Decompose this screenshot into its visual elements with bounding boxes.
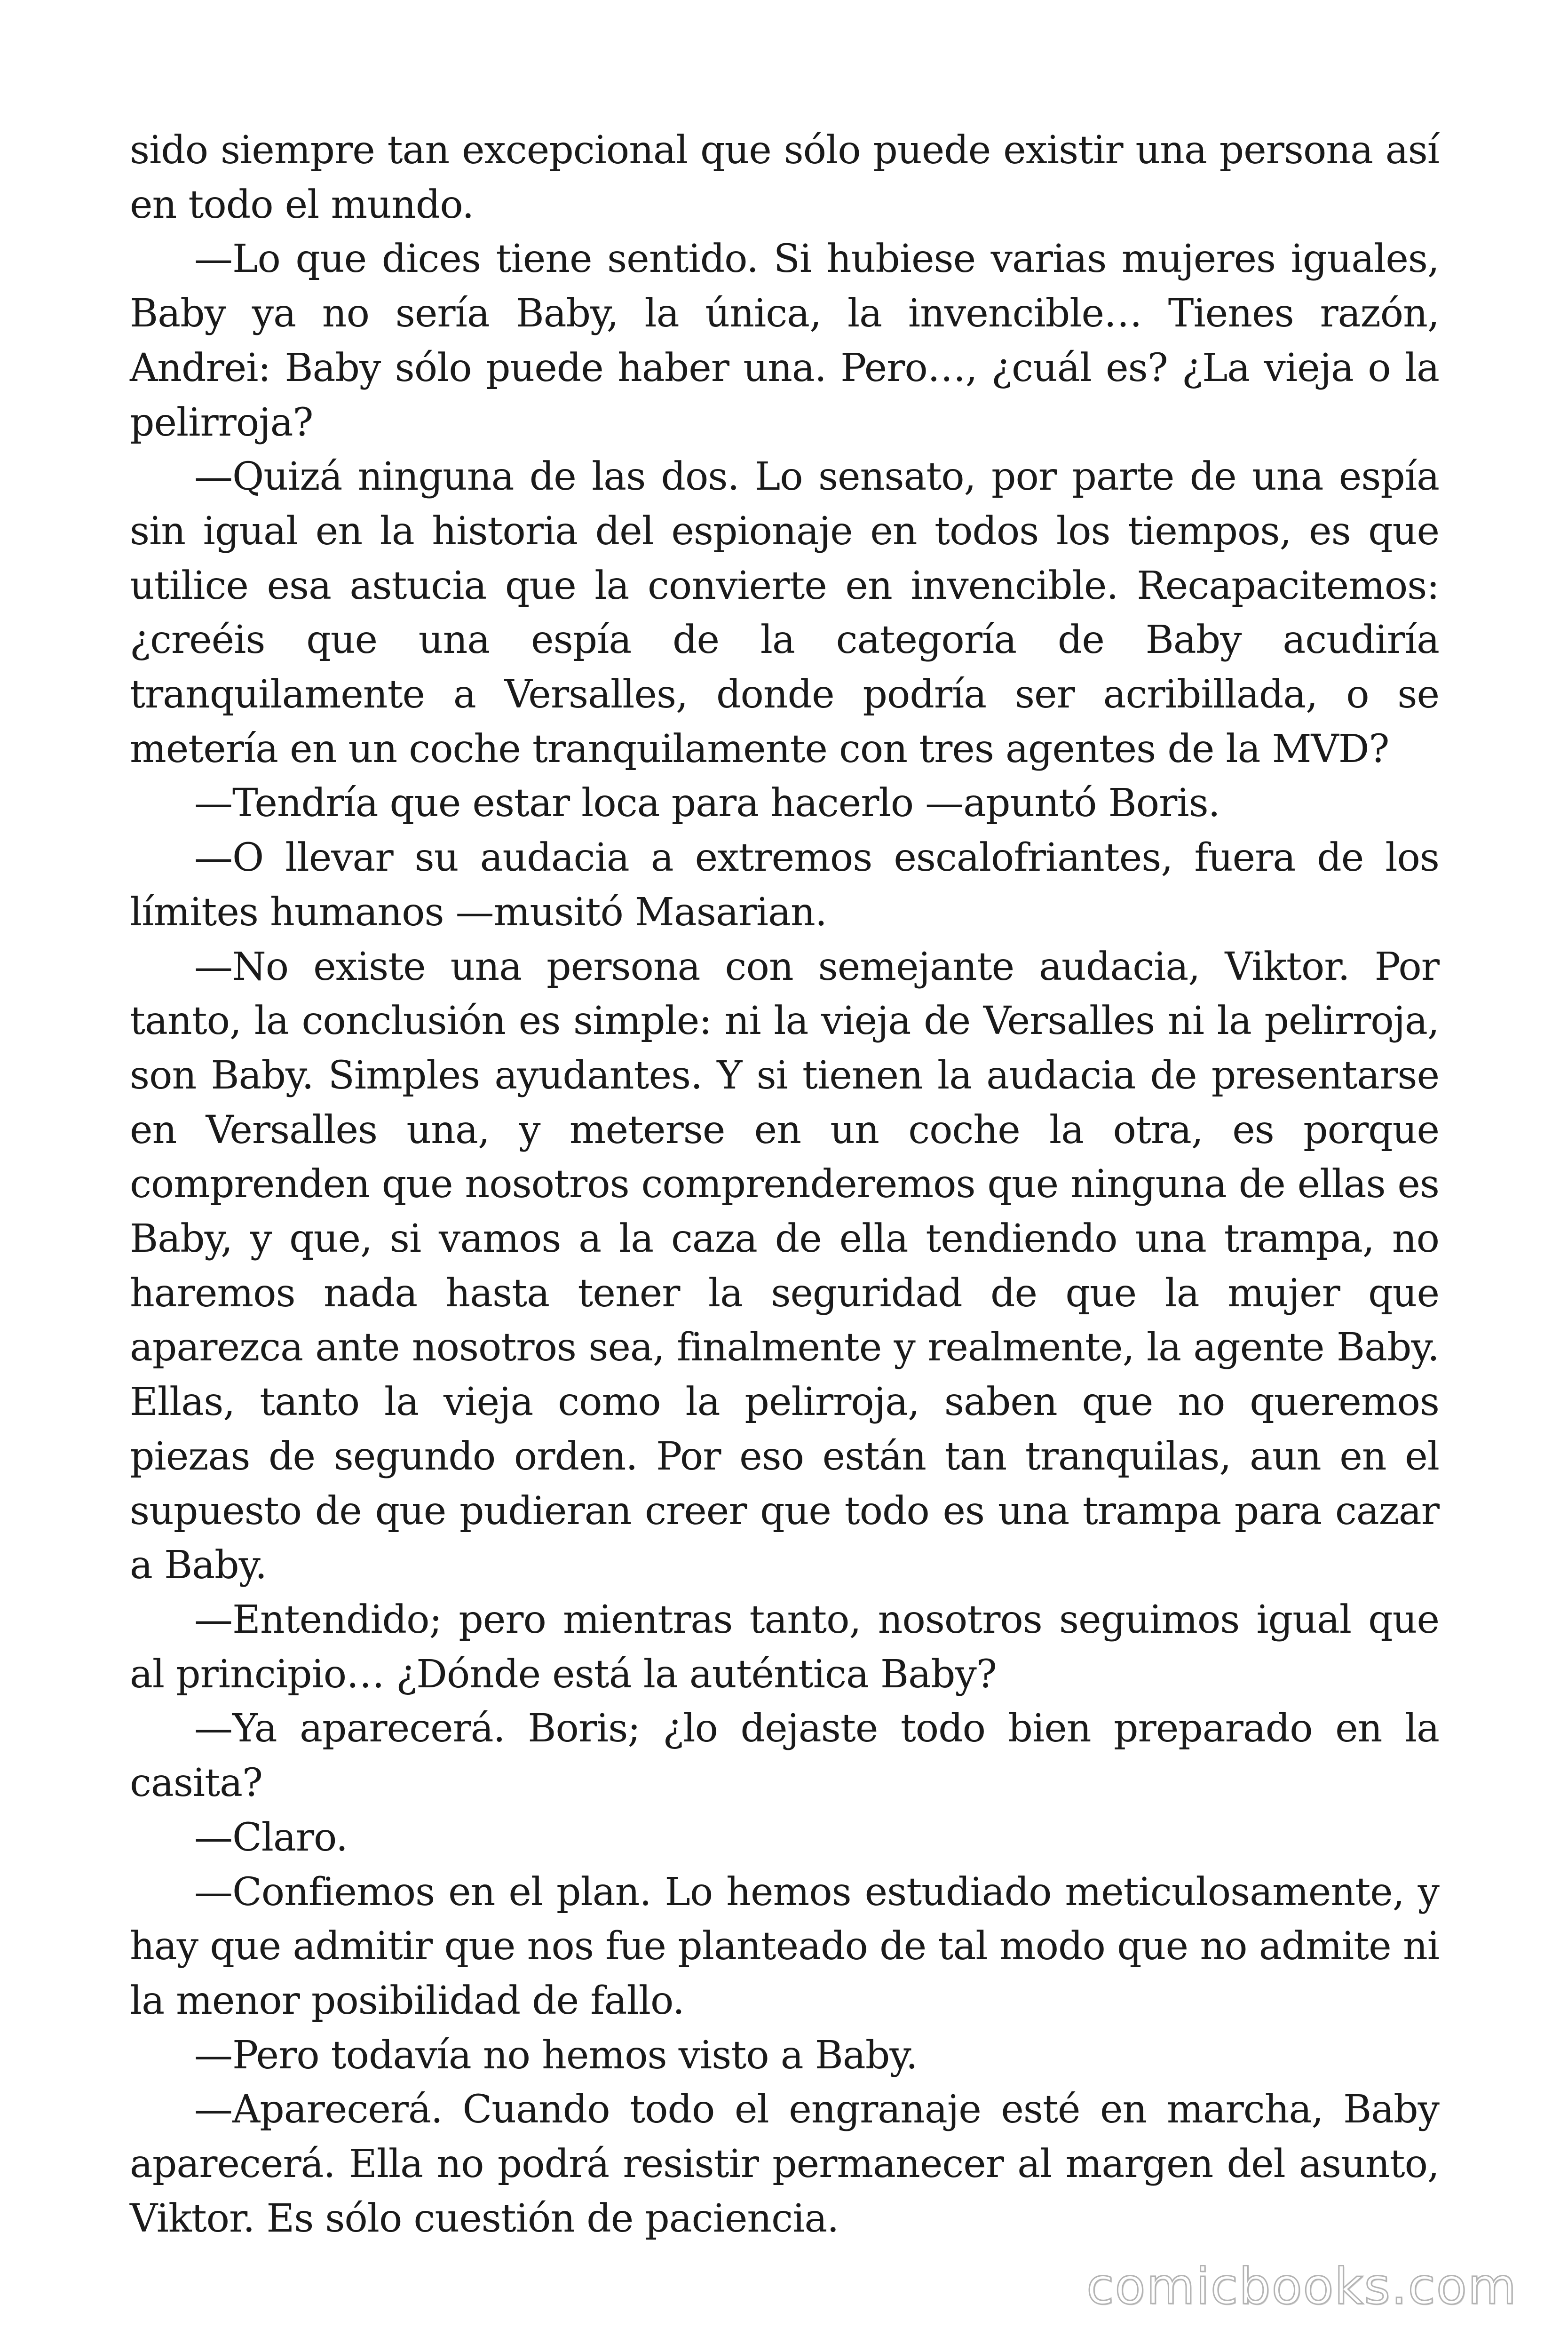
paragraph: —Tendría que estar loca para hacerlo —apuntó Boris. (194, 781, 1220, 826)
paragraph: —Confiemos en el plan. Lo hemos estudiado meticulosamente, y hay que admitir que nos fue planteado de tal modo que no admite ni la menor posibilidad de fallo. (130, 1869, 1439, 2023)
paragraph: —Lo que dices tiene sentido. Si hubiese varias mujeres iguales, Baby ya no sería Baby, la única, la invencible… Tienes razón, Andrei: Baby sólo puede haber una. Pero…, ¿cuál es? ¿La vieja o la pelirroja? (130, 237, 1439, 445)
paragraph: —Quizá ninguna de las dos. Lo sensato, por parte de una espía sin igual en la historia del espionaje en todos los tiempos, es que utilice esa astucia que la convierte en invencible. Recapacitemos: ¿creéis que una espía de la categoría de Baby acudiría tranquilamente a Versalles, donde podría ser acribillada, o se metería en un coche tranquilamente con tres agentes de la MVD? (130, 454, 1439, 771)
paragraph: —Entendido; pero mientras tanto, nosotros seguimos igual que al principio… ¿Dónde está la auténtica Baby? (130, 1597, 1439, 1697)
paragraph: —O llevar su audacia a extremos escalofriantes, fuera de los límites humanos —musitó Masarian. (130, 835, 1439, 935)
paragraph: —Ya aparecerá. Boris; ¿lo dejaste todo bien preparado en la casita? (130, 1706, 1439, 1806)
paragraph-continuation: sido siempre tan excepcional que sólo puede existir una persona así en todo el mundo. (130, 128, 1439, 227)
paragraph: —Claro. (194, 1815, 348, 1860)
paragraph: —No existe una persona con semejante audacia, Viktor. Por tanto, la conclusión es simple: ni la vieja de Versalles ni la pelirroja, son Baby. Simples ayudantes. Y si tienen la audacia de presentarse en Versalles una, y meterse en un coche la otra, es porque comprenden que nosotros comprenderemos que ninguna de ellas es Baby, y que, si vamos a la caza de ella tendiendo una trampa, no haremos nada hasta tener la seguridad de que la mujer que aparezca ante nosotros sea, finalmente y realmente, la agente Baby. Ellas, tanto la vieja como la pelirroja, saben que no queremos piezas de segundo orden. Por eso están tan tranquilas, aun en el supuesto de que pudieran creer que todo es una trampa para cazar a Baby. (130, 944, 1439, 1588)
paragraph: —Aparecerá. Cuando todo el engranaje esté en marcha, Baby aparecerá. Ella no podrá resistir permanecer al margen del asunto, Viktor. Es sólo cuestión de paciencia. (130, 2087, 1439, 2241)
watermark: comicbooks.com (1086, 2257, 1517, 2315)
page-body-text (130, 123, 1439, 2246)
paragraph: —Pero todavía no hemos visto a Baby. (194, 2033, 918, 2078)
